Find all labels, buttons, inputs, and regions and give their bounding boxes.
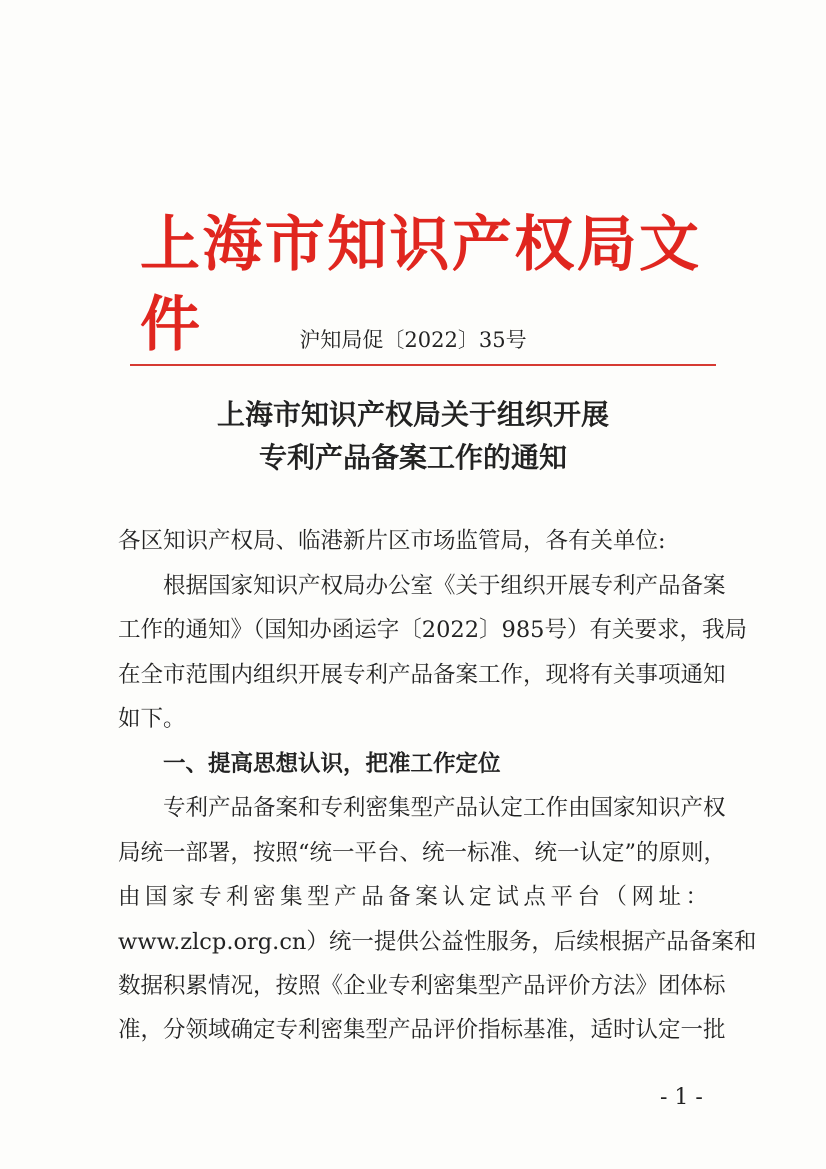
notice-title-line-1: 上海市知识产权局关于组织开展 xyxy=(216,398,609,431)
paragraph-line: 根据国家知识产权局办公室《关于组织开展专利产品备案 xyxy=(163,573,726,599)
notice-title-line-2: 专利产品备案工作的通知 xyxy=(258,441,567,474)
section-heading: 一、提高思想认识，把准工作定位 xyxy=(163,751,501,777)
red-divider xyxy=(130,364,716,366)
paragraph-line: 准，分领域确定专利密集型产品评价指标基准，适时认定一批 xyxy=(118,1017,726,1043)
paragraph-line: 如下。 xyxy=(118,706,186,732)
paragraph-line: 局统一部署，按照“统一平台、统一标准、统一认定”的原则， xyxy=(118,840,727,866)
paragraph-line: 数据积累情况，按照《企业专利密集型产品评价方法》团体标 xyxy=(118,973,726,999)
paragraph-line: www.zlcp.org.cn）统一提供公益性服务，后续根据产品备案和 xyxy=(118,929,757,955)
paragraph-line: 工作的通知》（国知办函运字〔2022〕985号）有关要求，我局 xyxy=(118,617,747,643)
paragraph-line: 在全市范围内组织开展专利产品备案工作，现将有关事项通知 xyxy=(118,662,726,688)
page-number: - 1 - xyxy=(660,1085,703,1110)
paragraph-line: 由国家专利密集型产品备案认定试点平台（网址： xyxy=(118,884,708,910)
document-number: 沪知局促〔2022〕35号 xyxy=(299,328,527,352)
paragraph-line: 专利产品备案和专利密集型产品认定工作由国家知识产权 xyxy=(163,795,726,821)
issuer-title: 上海市知识产权局文件 xyxy=(140,210,700,360)
salutation: 各区知识产权局、临港新片区市场监管局，各有关单位: xyxy=(118,528,666,554)
